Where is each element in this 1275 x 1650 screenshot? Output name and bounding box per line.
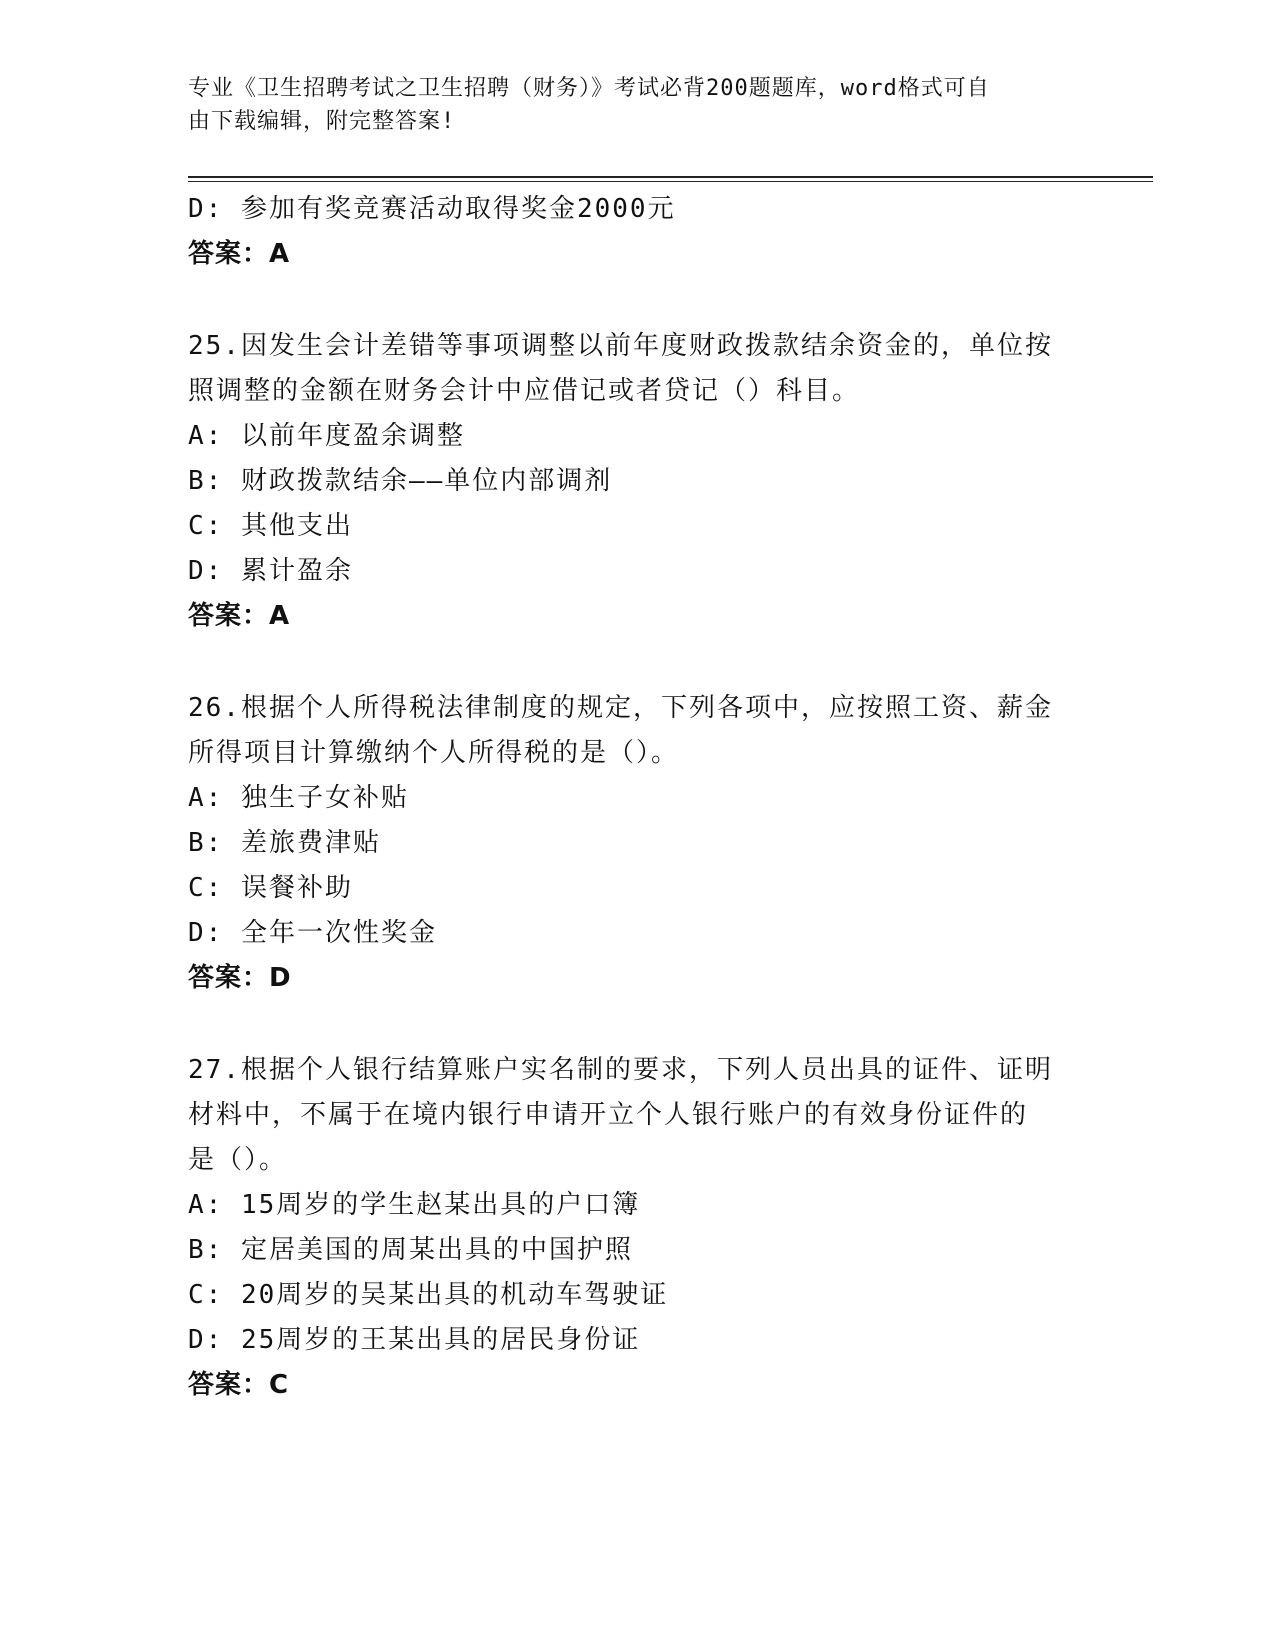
spacer xyxy=(188,639,1088,686)
question-27 xyxy=(188,1048,1088,1408)
option-c: C: 20周岁的吴某出具的机动车驾驶证 xyxy=(188,1280,669,1310)
answer-line xyxy=(188,594,1088,639)
header-rule-thin xyxy=(188,181,1153,182)
question-stem: 27.根据个人银行结算账户实名制的要求，下列人员出具的证件、证明 xyxy=(188,1055,1053,1085)
question-26 xyxy=(188,686,1088,1001)
answer-value: A xyxy=(269,601,291,631)
option-d: D: 25周岁的王某出具的居民身份证 xyxy=(188,1325,641,1355)
answer-label: 答案： xyxy=(188,963,270,993)
question-stem: 照调整的金额在财务会计中应借记或者贷记（）科目。 xyxy=(188,376,861,406)
option-c: C: 误餐补助 xyxy=(188,873,353,903)
option-a: A: 以前年度盈余调整 xyxy=(188,421,465,451)
question-stem: 所得项目计算缴纳个人所得税的是（）。 xyxy=(188,738,680,768)
question-stem: 是（）。 xyxy=(188,1145,288,1175)
answer-line xyxy=(188,232,1088,277)
option-c: C: 其他支出 xyxy=(188,511,353,541)
question-stem: 26.根据个人所得税法律制度的规定，下列各项中，应按照工资、薪金 xyxy=(188,693,1053,723)
option-d: D: 参加有奖竞赛活动取得奖金2000元 xyxy=(188,194,676,224)
answer-label: 答案： xyxy=(188,1370,270,1400)
option-a: A: 15周岁的学生赵某出具的户口簿 xyxy=(188,1190,641,1220)
header-line-1: 专业《卫生招聘考试之卫生招聘（财务）》考试必背200题题库，word格式可自 xyxy=(188,76,990,101)
question-content xyxy=(188,187,1088,1408)
document-header xyxy=(188,72,1068,138)
answer-label: 答案： xyxy=(188,601,270,631)
spacer xyxy=(188,1001,1088,1048)
question-stem: 材料中，不属于在境内银行申请开立个人银行账户的有效身份证件的 xyxy=(188,1100,1029,1130)
option-d: D: 累计盈余 xyxy=(188,556,353,586)
answer-line xyxy=(188,956,1088,1001)
answer-line xyxy=(188,1363,1088,1408)
answer-value: D xyxy=(269,963,292,993)
option-b: B: 差旅费津贴 xyxy=(188,828,381,858)
option-a: A: 独生子女补贴 xyxy=(188,783,409,813)
option-b: B: 定居美国的周某出具的中国护照 xyxy=(188,1235,633,1265)
option-b: B: 财政拨款结余——单位内部调剂 xyxy=(188,466,613,496)
answer-label: 答案： xyxy=(188,239,270,269)
question-stem: 25.因发生会计差错等事项调整以前年度财政拨款结余资金的，单位按 xyxy=(188,331,1053,361)
header-rule-thick xyxy=(188,176,1153,178)
header-line-2: 由下载编辑，附完整答案! xyxy=(188,109,456,134)
answer-value: C xyxy=(269,1370,290,1400)
spacer xyxy=(188,277,1088,324)
question-25 xyxy=(188,324,1088,639)
option-d: D: 全年一次性奖金 xyxy=(188,918,437,948)
answer-value: A xyxy=(269,239,291,269)
